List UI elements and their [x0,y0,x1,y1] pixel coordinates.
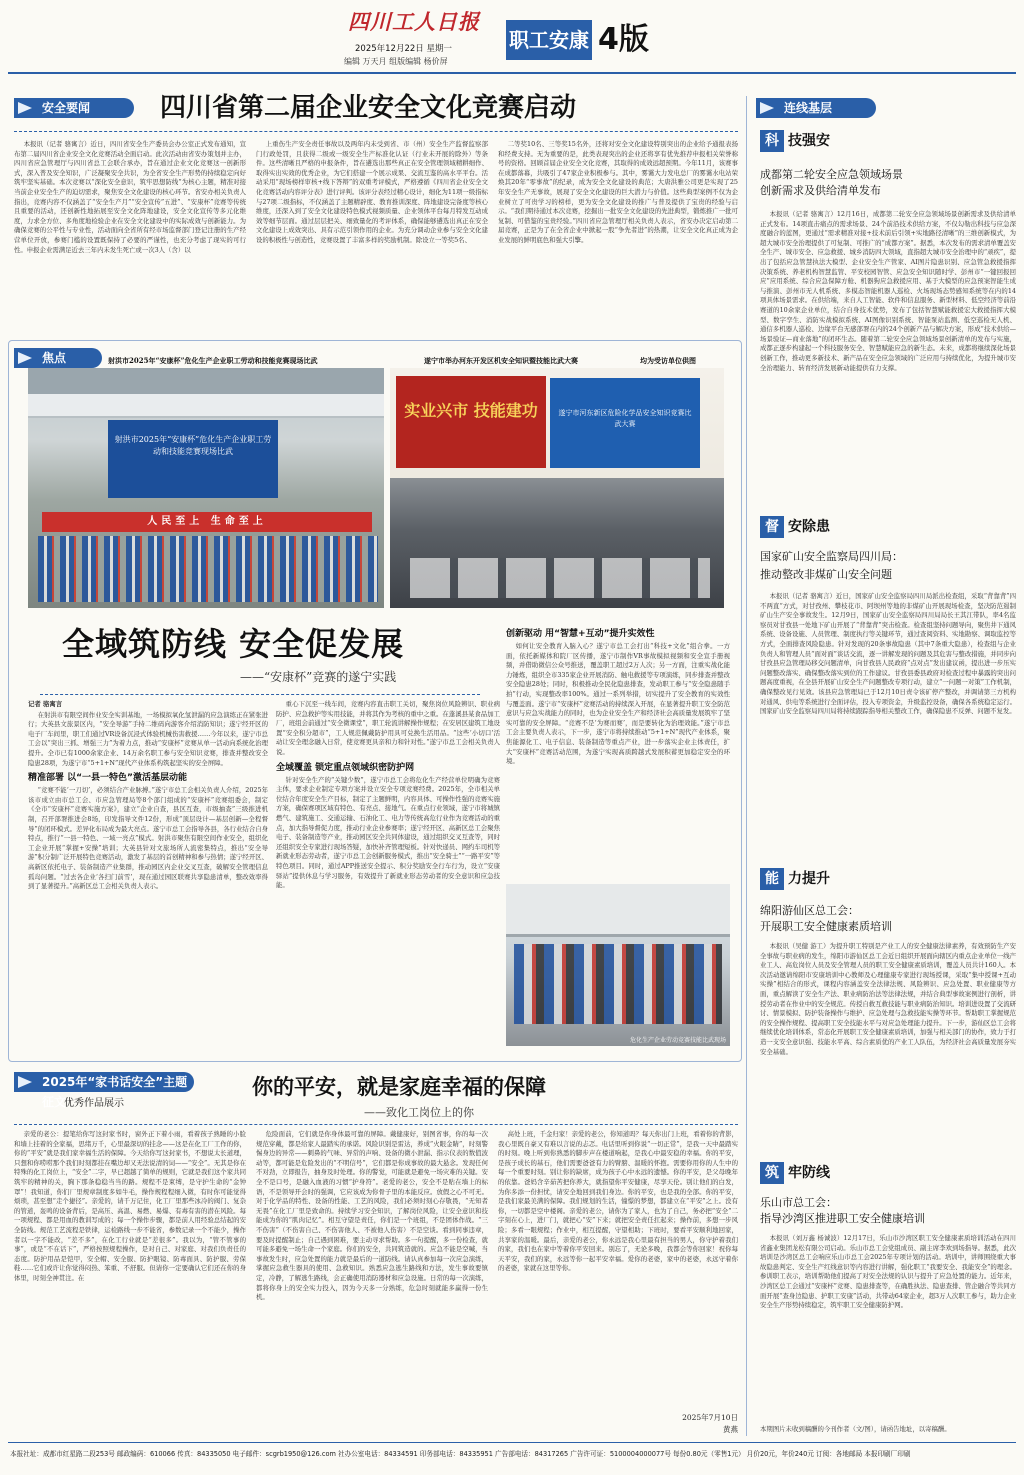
arrow-icon [760,102,774,114]
photo-skills-workers [514,944,722,1024]
badge-tech: 科 [760,130,784,152]
sidebar-item-2-title-1: 国家矿山安全监察局四川局： [760,550,903,563]
section-label-safety-news: 安全要闻 [14,98,134,118]
essay-col3: 高处上班，千金归家！亲爱的老公，你知道吗？每天你出门上班，看着你的背影，我心里既自豪又有难以言说的忐忑。电话里听到你说“一切正常”，是我一天中最踏实的时刻。晚上听到你熟悉的脚步声在楼道响起，是我心中最安稳的幸福。你的平安，是孩子成长的基石，他们需要爸爸有力的臂膀、温暖的怀抱。需要你用你的人生中的每一个重要时刻。别让你的缺席，成为孩子心中永远的遗憾。你的平安，是父母晚年的依靠。爸妈含辛茹苦把你养大，就指望你平安健康，尽享天伦。别让他们的白发，为你多添一份担忧，请安全地回到我们身边。你的平安，也是我的全部。你的平安，是我们家最美满的保障。我们规划的生活，憧憬的梦想，都建立在“平安”之上。没有你，一切都是空中楼阁。亲爱的老公，请你为了家人，也为了自己，务必把“安全”二字刻在心上，进厂门，就把心“安”下来；就把安全责任扛起来；操作前，多想一步风险；多看一眼规程；作业中，相互提醒，守望相助；下班时，要看平安顺利地回家，共享家的温暖。最后，亲爱的老公，你永远是我心里最有担当的男人，你守护着我们的家，我们也在家中等着你平安回来。别忘了，无论多晚，我都会等你回家！祝你每天平安，我们的家，永远等你一起平安幸福。爱你的老婆，家中的老婆，永远守着你的老婆，家就在这里等你。 [498,1130,738,1273]
photo-skills-building [506,884,730,937]
sidebar-item-2-title-2: 推动整改非煤矿山安全问题 [760,568,892,581]
sidebar-item-4-title-2: 指导沙湾区推进职工安全健康培训 [760,1212,925,1225]
top-story-col3: 二等奖10名、三等奖15名外，还将对安全文化建设特别突出的企业给予通报表扬和经费支持。无为重要的是，此类表现突出的企业还将享有优先推荐申报相关荣誉称号的资格。回顾首届企业安全文化竞赛，其取得的成效远超预期。今年11月，该赛事在成都落幕，共吸引了47家企业积极参与。其中，雾霭大力发电总厂的雾霭水电站荣焕其20年“零事故”的纪录，成为安全文化建设的典范；大唐洪雅公司更是实现了25年安全生产无事故，展现了安全文化建设的巨大潜力与价值。这些典型案例不仅为企业树立了可贵学习的榜样，更为安全文化建设的推广与普及提供了宝贵的经验与启示。“我们期待通过本次竞赛，挖掘出一批安全文化建设的先进典型，锻炼推广一批可复制、可借鉴的宝贵经验。”四川省应急管理厅相关负责人表示，省安办决定启动第二届竞赛，正是为了在全省企业中掀起一股“争先者进”的热潮，让安全文化真正成为企业发展的鲜明底色和强大引擎。 [498,140,738,244]
sidebar-item-3-body: 本报讯（吴健 游工）为提升职工特别是产业工人的安全健康法律素养，有效预防生产安全事故与职业病的发生，绵阳市游仙区总工会近日组织开展面向辖区内重点企业单位一线产业工人、高危岗位人员及安全管理人员的职工安全健康素质培训，覆盖人员共计160人。本次活动邀请绵阳市安康培训中心教师及心理健康专家进行现场授课，采取“集中授课+互动实操”相结合的形式，课程内容涵盖安全法律法规、风险辨识、应急处置、职业健康等方面，重点解读了安全生产法、职业病防治法等法律法规，并结合典型事故案例进行剖析，讲授劳动者在作业中的安全规范。传授自救互救技能与职业病防治知识。培训进设置了交流研讨、情景模拟、防护装备操作与维护、应急处理与急救技能实操等环节。帮助职工掌握规范的安全操作规程、提高职工安全技能水平与对应急处理能力提升。下一步，游仙区总工会将继续优化培训体系，常态化开展职工安全健康素质培训，加强与相关部门的协作，致力于打造一支安全意识强、技能水平高、综合素质优的产业工人队伍，为经济社会高质量发展夯实安全基础。 [760,942,1016,1056]
focus-col2: 重心下沉至一线车间，竞赛内容直击职工关切，聚焦岗位风险辨识、职业病防护、应急救护等实用技能，并将其作为考核的重中之重。在蓬溪县某食品加工厂，班组会前通过“安全微课堂”，职工轮流讲解操作规程；在安居区建筑工地设置“安全积分超市”，工人规范佩戴防护用具可兑换生活用品。“这些‘小切口’活动让安全理念融入日常，使竞赛更具亲和力和针对性。”遂宁市总工会相关负责人说。 全域覆盖 锁定重点领域织密防护网 针对安全生产的“关键少数”，遂宁市总工会将危化生产经营单位明确为竞赛主体，要求企业制定专项方案并设立安全专项竞赛经费。2025年，全市相关单位结合年度安全生产目标，制定了主题鲜明，内容具体、可操作性强的竞赛实施方案，确保赛项区域有特色、有亮点、接地气。在重点行业领域，遂宁市将城镇燃气、建筑施工、交通运输、石油化工、电力等传统高危行业作为竞赛活动的重点，加大指导督促力度，推动行业企业参赛率；遂宁经开区、高新区总工会聚焦电子、装备制造等产业，推动园区安全共同体建设，通过组织交叉互查等，同时还组织安全专家进行现场答疑，加快补齐管理短板。针对快递员、网约车司机等新就业形态劳动者，遂宁市总工会创新服务模式，推出“安全骑士”“一路平安”等特色项目。同时，通过APP推送安全提示、积分奖励安全行车行为，设立“安康驿站”提供休息与学习服务，有效提升了新就业形态劳动者的安全意识和应急技能。 [276,700,500,890]
photo-red-backdrop-text: 实业兴市 技能建功 [404,401,538,420]
section-label-focus: 焦点 [14,348,102,368]
top-headline-rule [14,131,738,132]
focus-subheading-3: 创新驱动 用“智慧+互动”提升实效性 [506,629,655,639]
essay-signature-name: 黄燕 [723,1425,738,1434]
badge-ability: 能 [760,868,784,890]
badge-ability-text: 力提升 [788,871,830,887]
photo-red-backdrop [396,376,546,468]
focus-byline: 记者 骆寓言 [28,700,63,708]
focus-col1: 记者 骆寓言 在射洪市有限空间作业安全实训基地，一场模拟氧化氢泄漏的应急演练正在紧张进行；大英县文旅景区内，“安全导游”手持二维码向游客介绍消防知识；遂宁经开区的电子厂车间里，职工们通过VR设备沉浸式体验机械伤害救援……今年以来，遂宁市总工会以“突出三抓、增强三力”为着力点，推动“安康杯”竞赛从单一活动向系统化治理提升。全市已有1000余家企业、14万余名职工参与安全知识竞赛，排查并整改安全隐患28项，为遂宁市“5+1+N”现代产业体系构筑起坚实的安全屏障。 精准部署 以“一县一特色”激活基层动能 “竞赛不能‘一刀切’，必须结合产业脉搏。”遂宁市总工会相关负责人介绍，2025年该市成立由市总工会、市应急管理局等8个部门组成的“安康杯”竞赛组委会，制定《全市“安康杯”竞赛实施方案》，建立“企业自查，县区互查，市级抽查”三级推进机制，召开部署推进会8场，印发指导文件12份，形成“顶层设计—基层创新—全程督导”的闭环模式。差异化布局成为最大亮点。遂宁市总工会指导各县，各行业结合自身特点，推行“一县一特色、一域一亮点”模式。射洪市聚焦有限空间作业安全，组织化工企业开展“掌握+安操”培训；大英县针对文旅场所人流密集特点，推出“安全导游”积分制广泛开展特色竞赛活动，激发了基层的首创精神和参与热情；遂宁经开区、高新区依托电子、装备制造产业集群，推动园区内企业交叉互查，破解安全管理信息孤岛问题。“过去各企业‘各扫门前雪’，现在通过园区联赛共享隐患清单，整改效率得到了显著提升。”高新区总工会相关负责人表示。 [28,700,268,891]
footer-rule [8,1442,1016,1443]
top-story-col1: 本报讯（记者 骆寓言）近日，四川省安全生产委员会办公室正式发布通知，宣布第二届四川省企业安全文化竞赛活动全面启动。此次活动由省安办策划并主办，四川省应急管理厅与四川省总工会联合承办，旨在通过企业文化竞赛这一创新形式，深入普及安全知识，广泛凝聚安全共识，为全省安全生产形势的持续稳定向好筑牢坚实基础。本次竞赛以“深化安全意识，筑牢思想防线”为核心主题，精准对接当前企业安全生产的迫切需求，聚焦安全文化建设的核心环节。省安办相关负责人指出，竞赛内容不仅涵盖了“安全生产月”“安全宣传”五进”、“安康杯”竞赛等传统且重要的活动，还创新性地拓展至安全文化阵地建设，安全文化宣传等多元化维度，力求全方位、多角度地检验企业在安全文化建设中的实际成效与创新能力。为确保竞赛的公平性与专业性，活动面向全省所有经市场监督部门登记注册的生产经营单位开放，参赛门槛的设置既保持了必要的严谨性，也充分考虑了现实的可行性。申报企业需满足近去三年内未发生死亡或一次3人（含）以 [14,140,246,254]
photo-stage-screen [108,420,278,498]
badge-defense: 筑 [760,1162,784,1184]
photo-skills-caption: 危化生产企业劳动竞赛技能比武现场 [629,1037,726,1044]
masthead [0,0,1024,76]
sidebar-item-1-title-1: 成都第二轮安全应急领域场景 [760,168,903,181]
top-headline: 四川省第二届企业安全文化竞赛启动 [160,93,577,123]
focus-headline: 全域筑防线 安全促发展 [62,625,405,663]
masthead-logo: 四川工人日报 [348,9,480,34]
photo-red-banner-text: 人民至上 生命至上 [147,516,267,527]
photo-blue-screen [550,378,700,468]
photo-stage-screen-text: 射洪市2025年“安康杯”危化生产企业职工劳动和技能竞赛现场比武 [114,435,272,456]
arrow-icon [18,352,32,364]
arrow-icon [18,102,32,114]
section-label-essay: 2025年“家书话安全”主题征文 [14,1072,194,1092]
photo-tables [410,558,710,598]
sidebar-item-1-title-2: 创新需求及供给清单发布 [760,184,881,197]
top-story-col2: 上重伤生产安全责任事故以及两年内未受到省、市（州）安全生产监督监察部门行政处罚，且获得二级或一级安全生产标准化认证（行业未开展的除外）等条件。这些清晰且严格的申报条件，旨在遴选出那些真正在安全管理领域精耕细作、取得实出实效的优秀企业，为它们搭建一个展示成果、交流互鉴的高水平平台。活动采用“现场榜样审核+线下答辩”的双重考评模式，严格遵循《四川省企业安全文化竞赛活动内容评分表》进行评判。该评分表经过精心设计，细化为11项一级指标与27项二级指标，不仅涵盖了主题精辟度、教育推训深度、阵地建设完备度等核心维度，还深入到了安全文化建设特色模式视频质量、企业领体平台每月特发互动成效等细节层面。通过层层把关、细致量化的考评体系，确保能够遴选出真正在安全文化建设上成效突出、具有示范引领作用的企业。为充分调动企业参与安全文化建设的积极性与创造性，竞赛设置了丰富多样的奖励机制。除设立一等奖5名、 [256,140,488,244]
sidebar-item-3-title-1: 绵阳游仙区总工会： [760,904,859,917]
column-separator [746,96,747,1436]
photo-red-banner [42,512,372,532]
page-number: 4版 [598,22,649,57]
essay-headline-rule [14,1124,738,1125]
badge-supervise-text: 安除患 [788,519,830,535]
sidebar-item-4-title-1: 乐山市总工会： [760,1196,837,1209]
photo-skills-contest [506,884,730,1046]
focus-caption-right: 遂宁市举办河东开发区机安全知识暨技能比武大赛 [424,356,578,365]
focus-subheading-2: 全域覆盖 锁定重点领域织密防护网 [276,762,415,773]
essay-col2: 危险面前，它们就是你身体最可靠的屏障。戴健康好，别图省事，你的每一次规范穿戴，都是给家人最踏实的承诺。风险识别是雷达，养成“火眼金睛”，时刻警惕身边的异常——刺鼻的气味、异常的声响、设备的微小泄漏、指示仪表的数值波动等，都可能是危险发出的“不明信号”，它们都是你成事故的最大悬念。发现任何不对劲，立即报告，抽身及时处理。你的警觉，可能就是避免一场灾难的关键。安全不是口号，是融入血液的习惯“护身符”。老爱的老公，安全不是贴在墙上的标语，不是领导开会时的强调，它应该成为你骨子里的本能反应。放假之心不可无。对于化学品的特性、设备的性能、工艺的风险，我们必须时刻心存敬畏，“无知者无畏”在化工厂里是致命的。持续学习安全知识，了解岗位风险，让安全意识和技能成为你的“肌肉记忆”。相互守望是责任，你们是一个班组，不是团体作战。“三不伤害”（不伤害自己、不伤害他人、不被他人伤害）不是空谈。看到同事违章，要及时提醒制止；自己遇到困难，要主动寻求帮助。多一句提醒，多一份检查，就可能多避免一场生命一个家庭。你们的安全，共同筑造就的。应急不能是空喊，当事故发生时，应急处置的能力就是最后的一道防线。请认真参加每一次应急演练，掌握应急救生器具的使用、急救知识。熟悉应急逃生路线和方法，发生事故要镇定，冷静，了解逃生路线，会正确使用消防器材和应急设施。日常的每一次演练，都将你身上的安全实力投入，因为今天多一分熟练，危急时刻就能多赢得一份生机。 [256,1130,488,1302]
essay-subhead: ——致化工岗位上的你 [364,1106,474,1119]
sidebar-item-2-body: 本报讯（记者 骆寓言）近日，国家矿山安全监察局四川局派出检查组，采取“背靠背”四不两直“方式，对甘孜州、攀枝花市、阿坝州等地的非煤矿山开展现场检查，坚决防范遏制矿山生产安全事故发生。12月9日，国家矿山安全监察局四川局局长王其江带队，率4名监察员对甘孜县一处地下矿山开展了“背靠背”突击检查。检查组坚持问题导向，聚焦井下通风系统、设备设施、人员管理、制度执行等关键环节，通过查阅资料、实地勘察、调取监控等方式，全面排查风险隐患。针对发现的20条事故隐患（其中7条重大隐患），检查组与企业负责人和管理人员“面对面”谈话交流，逐一讲解发现的问题及其危害与整改措施，并同步向甘孜县应急管理局移交问题清单，向甘孜县人民政府“点对点”发出建议函，提出进一步压实问题整改落实、确保整改落实到位的工作建议。甘孜县委县政府对检查过程中暴露的突出问题高度重视，在全县开展矿山安全生产问题整改专项行动，建立“一问题一对策”工作机制，确保整改见行见效。该县应急管理局已于12月10日责令该矿停产整改，并调请第三方机构对通风、供电等系统进行全面评估，投入专项资金，升级监控设备，确保各系统稳定运行。国家矿山安全监察局四川局将持续跟踪指导相关整改工作，确保隐患不反弹、问题不复发。 [760,592,1016,716]
essay-col1: 亲爱的老公：提笔给你写这封家书时，窗外正下着小雨，看着孩子熟睡的小脸和墙上挂着的全家福，思绪万千，心里最深切的挂念——这是在化工厂工作的你，你的“平安”就是我们家幸福生活的保障。今天给你写这封家书，不想说太长道理，只想和你唠唠那个我们时刻都挂在嘴边却又无法说清的词——“安全”。无其是你在特殊的化工岗位上，“安全”二字，早已超越了简单的规则，它就是我们这个家共同筑牢的精神的关，胸下那条稳稳当当的路。规程不是束缚，是守护生命的“金钟罩”！我知道，你们厂里规章制度多如牛毛，操作规程程细入微，有时你可能觉得烦琐，甚至想“走个捷径”。亲爱的，请千万记住，化工厂里那些冰冷的阀门、复杂的管道，轰鸣的设备背后，是高压、高温、易燃、易爆、有毒有害的潜在风险。每一项规程、都是用血的教训写成的；每一个操作步骤，都是前人用经验总结起的安全防线。规范工艺流程是铁律，运检路线一步不能省，参数记录一个不能少，操作者以一字不能改，“差不多”，在化工行业就是“差很多”。我以为，“管不管事的事”，或是“不在话下”，严格按照规程操作，是对自己、对家庭、对我们负责任的态度。防护用品是铠甲，安全帽、安全服、防护眼镜、防毒面具、防护服、劳保鞋……它们或许让你觉得闷热、笨重、不舒服。但请你一定要确认它们还在你的身体里，时刻全神贯注。在 [14,1130,246,1282]
focus-col3: 创新驱动 用“智慧+互动”提升实效性 如何让安全教育入脑入心？遂宁市总工会打出“科技+文化”组合拳。一方面，依托新媒体和院厂区传播，遂宁市制作VR事故模拟视频和安全宣手册视频，并借助微信公众号推送，覆盖职工超过2万人次；另一方面，注重实战化能力锤炼，组织全市335家企业开展消防、触电救援等专项演练，同步排查并整改安全隐患28处；同时，积极推动全民化隐患排查，发动职工参与“安全隐患随手拍”行动，实现整改率100%。通过一系列举措，切实提升了安全教育的实效性与覆盖面。遂宁市“安康杯”竞赛活动的持续深入开展，在显著提升职工安全防范意识与应急实战能力的同时，也为企业安全生产和经济社会高质量发展筑牢了坚实可靠的安全屏障。“竞赛不是‘为赛而赛’，而是要转化为治理效能。”遂宁市总工会主要负责人表示，下一步，遂宁市将持续推动“5+1+N”现代产业体系，聚焦能源化工、电子信息、装备制造等重点产业，进一步落实企业主体责任，扩大“安康杯”竞赛活动范围，为遂宁实现高质跨越式发展积蓄更加稳定安全的环境。 [506,629,730,766]
photo-workers [38,536,378,602]
focus-caption-left: 射洪市2025年“安康杯”危化生产企业职工劳动和技能竞赛现场比武 [108,356,318,365]
masthead-editors: 编辑 万天月 组版编辑 杨价屏 [344,57,448,66]
sidebar-item-3-title-2: 开展职工安全健康素质培训 [760,920,892,933]
masthead-rule [8,72,1016,74]
focus-subheading-1: 精准部署 以“一县一特色”激活基层动能 [28,773,187,784]
focus-headline-rule [40,694,480,695]
sidebar-item-1-body: 本报讯（记者 骆寓言）12月16日，成都第二轮安全应急领域场景创新需求及供给清单正式发布。14项直击痛点的需求场景、24个前沿技术供给方案，不仅勾勒出科技与应急深度融合的蓝图，更通过“需求精准对接+技术前后引领+实地路径清晰”的三维创新模式，为超大城市安全治理提供了可复制、可推广的“成都方案”。据悉，本次发布的需求清单覆盖安全生产、城市安全、应急救援、城乡消防四大领域，直指超大城市安全治理中的“顽疾”，提出了包括应急管慧执法大模型、企业安全生产管家、AI图片隐患识别、应急管急救援指挥决策系统、养老机构智慧监管、平安校园智管、应急安全知识随时学、彭州市“一键回报回应”应用系统、综合应急保障方舱、机器狗应急救援应用、基于大模型的应急预案智能生成与推演、彭州市无人机系统、多模态智能机器人巡检、火场现场态势感知系统等在内的14项具体场景需求。在供给端，来自人工智能、软件和信息服务、新型材料、低空经济等前沿赛道的10余家企业单位，结合自身技术优势，发布了包括智慧赋能救援宏大救援指挥大模型、数字孪生、消防实战模拟系统、AI图像识别系统、智能泵站监测、低空巡检无人机、通信多机器人巡检、边缘平台无感部署在内的24个创新产品与解决方案，形成“技术供给—场景验证—商业落地”的闭环生态。随着第二轮安全应急领域场景创新清单的发布与实施，成都正逐步构建起一个科技服务安全、智慧赋能应急的新生态。未来，成都将继续深化场景创新工作，推动更多新技术、新产品在安全应急领域的广泛应用与持续优化，为提升城市安全治理能力、转育经济发展新动能提供有力支撑。 [760,210,1016,372]
badge-supervise: 督 [760,516,784,538]
footer-info: 本报社址：成都市红星路二段253号 邮政编码：610066 传真：84335050 电子邮件：scgrb1950@126.com 社办公室电话：84334591 印务部电话：84335951 广告部电话：84317265 广告许可证：5100004000077号 每份0.80元（零售1元） 月价20元，年价240元 订阅：各地邮局 本报印刷厂印刷 [10,1450,911,1458]
photo-competition-field [28,368,384,608]
photo-blue-screen-text: 遂宁市河东新区危险化学品安全知识竞赛比武大赛 [558,409,692,428]
sidebar-footnote: 本期图片未收到稿酬的今刊作者（文/图），请函告地址，以寄稿酬。 [760,1425,951,1433]
section-tag: 职工安康 [506,20,592,60]
focus-credit: 均为受访单位供图 [640,356,696,365]
essay-signature-date: 2025年7月10日 [682,1413,738,1422]
focus-subhead: ——“安康杯”竞赛的遂宁实践 [240,670,397,684]
badge-defense-text: 牢防线 [788,1165,830,1181]
sidebar-item-4-body: 本报讯（刘万鑫 杨诚波）12月17日，乐山市沙湾区职工安全健康素质培训活动在四川省鑫业集团龙松有限公司启动。乐山市总工会党组成员、副主席李欢到场指导。据悉，此次培训是沙湾区总工会响应乐山市总工会2025年专项计划的活动。培训中，讲师围绕重大事故隐患判定、安全生产红线意识等内容进行讲解，强化职工“我要安全、我能安全”的理念。参训职工表示，培训帮助他们提高了对安全法规的认识与提升了应急处置的能力。近年来，沙湾区总工会通过“安康杯”竞赛、隐患排查等，在确胜执法、隐患查排、管企融合等共同方面开展“查身边隐患、护职工安康”活动，共带动64家企业，超3万人次职工参与，助力企业安全生产形势持续稳定，筑牢职工安全健康防护网。 [760,1234,1016,1310]
badge-tech-text: 技强安 [788,133,830,149]
photo-knowledge-contest [390,368,724,608]
section-label-grassroots: 连线基层 [756,98,876,118]
masthead-date: 2025年12月22日 星期一 [355,44,452,54]
essay-section-sub: 优秀作品展示 [64,1098,124,1109]
arrow-icon [18,1076,32,1088]
essay-headline: 你的平安，就是家庭幸福的保障 [252,1075,546,1099]
photo-tent-roof [28,394,384,418]
